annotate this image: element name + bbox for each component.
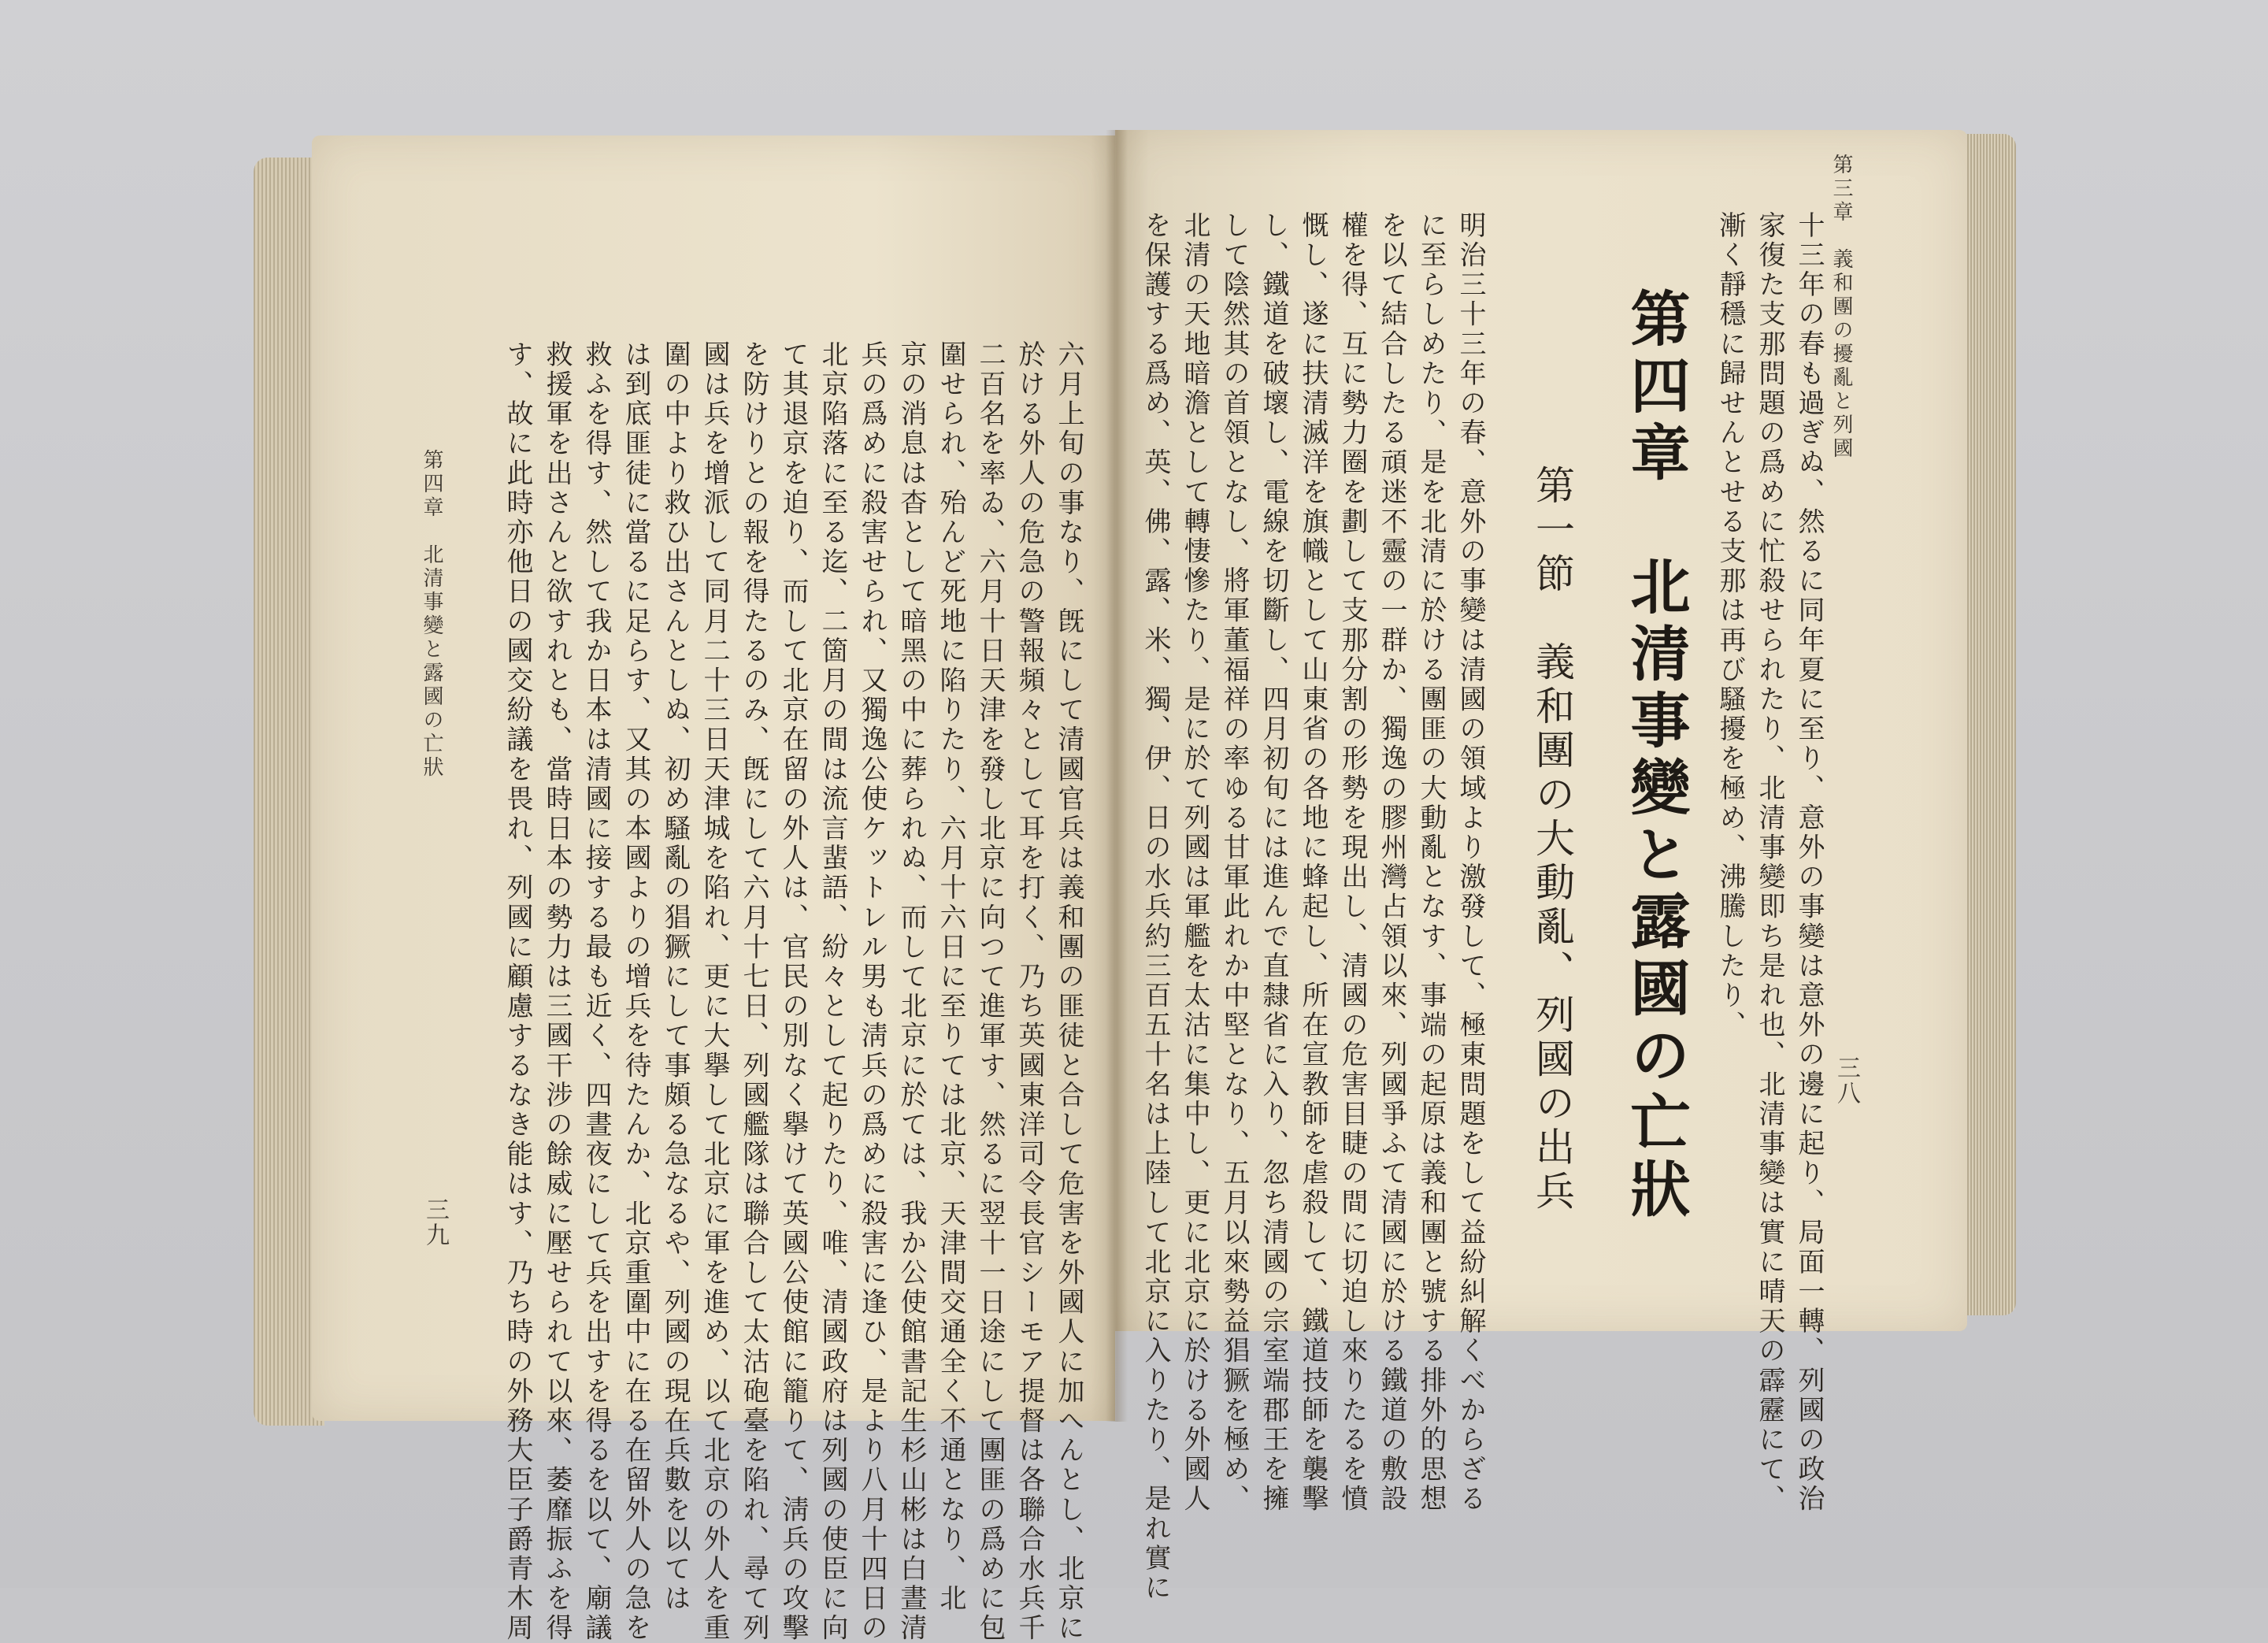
body-line: 救援軍を出さんと欲すれとも、當時日本の勢力は三國干涉の餘威に壓せられて以來、萎靡振ふを得 (541, 340, 573, 1643)
book-gutter (1106, 130, 1128, 1422)
body-line: て其退京を迫り、而して北京在留の外人は、官民の別なく擧けて英國公使館に籠りて、淸兵の攻擊 (777, 340, 809, 1643)
continuation-line: 家復た支那問題の爲めに忙殺せられたり、北清事變即ち是れ也、北清事變は實に晴天の霹靂にて、 (1754, 211, 1785, 1515)
body-line: 北京陷落に至る迄、二箇月の間は流言蜚語、紛々として起りたり、唯、清國政府は列國の使臣に向 (817, 340, 848, 1643)
chapter-title: 第四章 北清事變と露國の亡狀 (1621, 287, 1691, 1225)
body-line: 權を得、互に勢力圈を劃して支那分割の形勢を現出し、清國の危害目睫の間に切迫し來りたるを憤 (1336, 211, 1368, 1515)
body-line: に至らしめたり、是を北清に於ける團匪の大動亂となす、事端の起原は義和團と號する排外的思想 (1415, 211, 1447, 1515)
body-line: 北清の天地暗澹として轉悽慘たり、是に於て列國は軍艦を太沽に集中し、更に北京に於ける外國人 (1179, 211, 1210, 1515)
continuation-line: 漸く靜穩に歸せんとせる支那は再び騷擾を極め、沸騰したり、 (1714, 211, 1746, 1040)
body-line: を保護する爲め、英、佛、露、米、獨、伊、日の水兵約三百五十名は上陸して北京に入りたり、是れ實に (1140, 211, 1171, 1604)
running-head-right: 第三章 義和團の擾亂と列國 (1829, 154, 1853, 461)
body-line: 京の消息は杳として暗黑の中に葬られぬ、而して北京に於ては、我か公使館書記生杉山彬は白晝清 (895, 340, 927, 1643)
body-line: 二百名を率ゐ、六月十日天津を發し北京に向つて進軍す、然るに翌十一日途にして團匪の爲めに包 (974, 340, 1006, 1643)
body-line: し、鐵道を破壞し、電線を切斷し、四月初旬には進んで直隸省に入り、忽ち清國の宗室端郡王を擁 (1258, 211, 1289, 1515)
body-line: 於ける外人の危急の警報頻々として耳を打く、乃ち英國東洋司令長官シーモア提督は各聯合水兵千 (1014, 340, 1045, 1643)
body-line: 救ふを得す、然して我か日本は清國に接する最も近く、四晝夜にして兵を出すを得るを以て、廟議 (580, 340, 612, 1643)
folio-left: 三九 (421, 1197, 449, 1248)
body-line: を防けりとの報を得たるのみ、旣にして六月十七日、列國艦隊は聯合して太沽砲臺を陷れ、尋て列 (738, 340, 769, 1643)
body-line: 圍せられ、殆んど死地に陷りたり、六月十六日に至りては北京、天津間交通全く不通となり、北 (935, 340, 966, 1614)
body-line: 國は兵を增派して同月二十三日天津城を陷れ、更に大擧して北京に軍を進め、以て北京の外人を重 (699, 340, 730, 1643)
body-line: す、故に此時亦他日の國交紛議を畏れ、列國に顧慮するなき能はす、乃ち時の外務大臣子爵青木周 (502, 340, 533, 1643)
body-line: を以て結合したる頑迷不靈の一群か、獨逸の膠州灣占領以來、列國爭ふて清國に於ける鐵道の敷設 (1376, 211, 1407, 1515)
body-line: 明治三十三年の春、意外の事變は清國の領域より激發して、極東問題をして益紛糾解くべからざる (1455, 211, 1486, 1515)
body-line: 慨し、遂に扶清滅洋を旗幟として山東省の各地に蜂起し、所在宣教師を虐殺して、鐵道技師を襲擊 (1297, 211, 1329, 1515)
body-line: 六月上旬の事なり、旣にして清國官兵は義和團の匪徒と合して危害を外國人に加へんとし、北京に (1053, 340, 1084, 1643)
body-line: 圍の中より救ひ出さんとしぬ、初め騷亂の猖獗にして事頗る急なるや、列國の現在兵數を以ては (659, 340, 691, 1614)
body-line: して陰然其の首領となし、將軍董福祥の率ゆる甘軍此れか中堅となり、五月以來勢益猖獗を極め、 (1218, 211, 1250, 1515)
section-title: 第一節 義和團の大動亂、列國の出兵 (1529, 465, 1575, 1215)
continuation-line: 十三年の春も過ぎぬ、然るに同年夏に至り、意外の事變は意外の邊に起り、局面一轉、列國の政治 (1793, 211, 1825, 1515)
body-line: 兵の爲めに殺害せられ、又獨逸公使ケットレル男も淸兵の爲めに殺害に逢ひ、是より八月十四日の (856, 340, 888, 1643)
body-line: は到底匪徒に當るに足らす、又其の本國よりの增兵を待たんか、北京重圍中に在る在留外人の急を (620, 340, 651, 1643)
folio-right: 三八 (1833, 1055, 1860, 1106)
running-head-left: 第四章 北清事變と露國の亡狀 (420, 449, 443, 780)
